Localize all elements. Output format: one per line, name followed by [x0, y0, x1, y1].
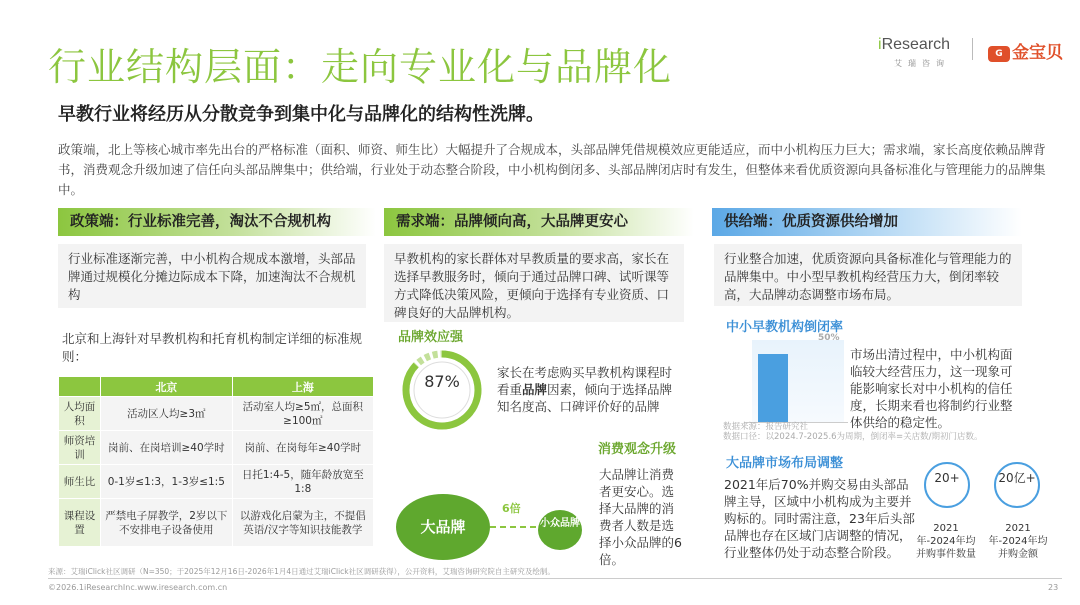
brand-effect-text-after: 因素，倾向于选择品牌知名度高、口碑评价好的品牌	[497, 382, 673, 414]
stat-circle-amount: 20亿+	[994, 462, 1040, 508]
table-row-head: 人均面积	[59, 397, 101, 431]
closure-text: 市场出清过程中，中小机构面临较大经营压力，这一现象可能影响家长对中小机构的信任度，长期来看也将制约行业整体供给的稳定性。	[850, 347, 1013, 430]
layout-text: 2021年后70%并购交易由头部品牌主导，区域中小机构成为主要并购标的。同时需注意，23年后头部品牌也存在区域门店调整的情况，行业整体仍处于动态整合阶段。	[724, 477, 915, 560]
closure-source-line1: 数据来源：报告研究社	[723, 422, 809, 432]
table-cell: 岗前、在岗培训≥40学时	[101, 431, 233, 465]
standards-table	[58, 376, 374, 547]
table-cell: 0-1岁≤1:3，1-3岁≤1:5	[101, 465, 233, 499]
policy-body: 行业标准逐渐完善，中小机构合规成本激增，头部品牌通过规模化分摊边际成本下降，加速淘汰不合规机构	[58, 244, 366, 308]
footer-divider	[48, 578, 1062, 579]
table-cell: 活动室人均≥5㎡，总面积≥100㎡	[232, 397, 373, 431]
table-row-head: 师资培训	[59, 431, 101, 465]
table-row-head: 师生比	[59, 465, 101, 499]
brand-effect-text	[497, 364, 677, 415]
closure-rate-value: 50%	[818, 333, 840, 343]
page-subtitle: 早教行业将经历从分散竞争到集中化与品牌化的结构性洗牌。	[58, 104, 544, 125]
closure-source-line2: 数据口径：以2024.7-2025.6为周期，倒闭率=关店数/期初门店数。	[723, 432, 983, 442]
brand-effect-text-before: 家长在考虑购买早教机构课程时看重	[497, 365, 673, 397]
jinbaobei-logo-text: 金宝贝	[1012, 43, 1063, 63]
brand-effect-label: 品牌效应强	[398, 330, 464, 345]
layout-title: 大品牌市场布局调整	[726, 456, 844, 471]
demand-heading: 需求端：品牌倾向高，大品牌更安心	[384, 208, 694, 236]
iresearch-logo-text: Research	[881, 36, 951, 53]
table-header-row	[59, 377, 374, 397]
supply-body: 行业整合加速，优质资源向具备标准化与管理能力的品牌集中。中小型早教机构经营压力大，倒闭率较高，大品牌动态调整市场布局。	[714, 244, 1022, 306]
consumer-label: 消费观念升级	[598, 442, 677, 457]
logo-divider	[972, 38, 973, 60]
footer-source: 来源：艾瑞iClick社区调研（N=350；于2025年12月16日-2026年1月4日通过艾瑞iClick社区调研获得），公开资料，艾瑞咨询研究院自主研究及绘制。	[48, 567, 555, 576]
intro-paragraph: 政策端，北上等核心城市率先出台的严格标准（面积、师资、师生比）大幅提升了合规成本，头部品牌凭借规模效应更能适应，而中小机构压力巨大；需求端，家长高度依赖品牌背书，消费观念升级加速了信任向头部品牌集中；供给端，行业处于动态整合阶段，中小机构倒闭多、头部品牌闭店时有发生，但整体来看优质资源向具备标准化与管理能力的品牌集中。	[58, 142, 1046, 197]
iresearch-logo-sub: 艾瑞咨询	[894, 59, 950, 68]
stat-circle-deals: 20+	[924, 462, 970, 508]
closure-rate-title: 中小早教机构倒闭率	[726, 320, 844, 335]
brand-effect-percent: 87%	[424, 372, 460, 391]
table-header-blank	[59, 377, 101, 397]
table-row	[59, 499, 374, 547]
demand-body: 早教机构的家长群体对早教质量的要求高，家长在选择早教服务时，倾向于通过品牌口碑、试听课等方式降低决策风险，更倾向于选择有专业资质、口碑良好的大品牌机构。	[384, 244, 684, 322]
page-title: 行业结构层面：走向专业化与品牌化	[48, 45, 673, 89]
small-brand-bubble: 小众品牌	[538, 510, 582, 550]
closure-rate-bar	[758, 354, 788, 422]
multiple-arrow	[490, 526, 536, 528]
jinbaobei-logo	[988, 38, 1063, 63]
table-row	[59, 397, 374, 431]
stat-label-amount: 2021年-2024年均并购金额	[988, 523, 1048, 560]
brand-effect-text-bold: 品牌	[522, 382, 548, 397]
page-number: 23	[1048, 583, 1059, 592]
table-cell: 活动区人均≥3㎡	[101, 397, 233, 431]
policy-table-intro: 北京和上海针对早教机构和托育机构制定详细的标准规则：	[62, 331, 363, 364]
iresearch-logo: iResearch 艾瑞咨询	[878, 36, 966, 69]
consumer-text: 大品牌让消费者更安心。选择大品牌的消费者人数是选择小众品牌的6倍。	[599, 467, 682, 567]
table-cell: 岗前、在岗每年≥40学时	[232, 431, 373, 465]
table-header-shanghai: 上海	[232, 377, 373, 397]
table-cell: 日托1:4-5，随年龄放宽至1:8	[232, 465, 373, 499]
table-cell: 严禁电子屏教学，2岁以下不安排电子设备使用	[101, 499, 233, 547]
jinbaobei-logo-icon: G	[988, 46, 1010, 62]
table-cell: 以游戏化启蒙为主，不提倡英语/汉字等知识技能教学	[232, 499, 373, 547]
supply-heading: 供给端：优质资源供给增加	[712, 208, 1022, 236]
big-brand-bubble: 大品牌	[396, 494, 490, 560]
table-header-beijing: 北京	[101, 377, 233, 397]
table-row	[59, 465, 374, 499]
footer-copyright: ©2026.1iResearchInc.www.iresearch.com.cn	[48, 583, 228, 592]
stat-label-deals: 2021年-2024年均并购事件数量	[916, 523, 976, 560]
table-row	[59, 431, 374, 465]
policy-heading: 政策端：行业标准完善，淘汰不合规机构	[58, 208, 376, 236]
table-row-head: 课程设置	[59, 499, 101, 547]
multiple-label: 6倍	[502, 502, 521, 515]
